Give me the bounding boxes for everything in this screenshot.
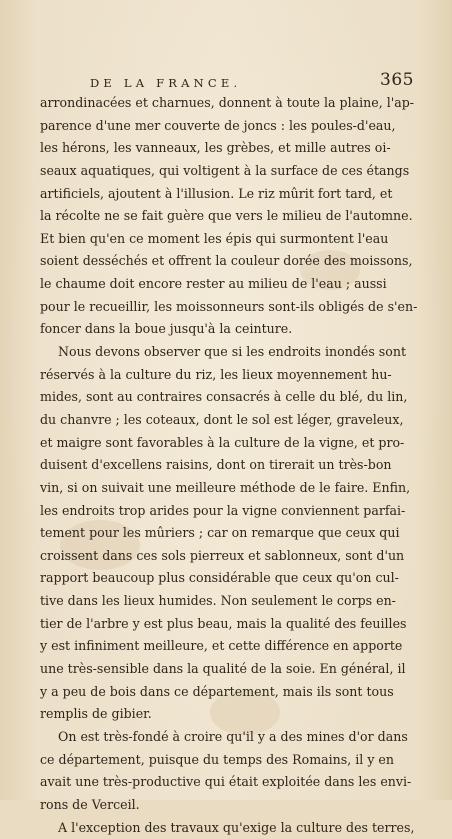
paragraph [40,726,374,817]
paragraph [40,817,374,839]
page-body [40,92,374,839]
text-line: foncer dans la boue jusqu'à la ceinture. [40,318,374,341]
text-line: croissent dans ces sols pierreux et sablonneux, sont d'un [40,545,374,568]
text-line: artificiels, ajoutent à l'illusion. Le riz mûrit fort tard, et [40,183,374,206]
paragraph [40,341,374,726]
text-line: Nous devons observer que si les endroits inondés sont [40,341,374,364]
text-line: rapport beaucoup plus considérable que ceux qu'on cul- [40,567,374,590]
text-line: arrondinacées et charnues, donnent à toute la plaine, l'ap- [40,92,374,115]
text-line: réservés à la culture du riz, les lieux moyennement hu- [40,364,374,387]
text-line: y est infiniment meilleure, et cette différence en apporte [40,635,374,658]
text-line: mides, sont au contraires consacrés à celle du blé, du lin, [40,386,374,409]
text-line: duisent d'excellens raisins, dont on tirerait un très-bon [40,454,374,477]
text-line: rons de Verceil. [40,794,374,817]
paragraph [40,92,374,341]
text-line: la récolte ne se fait guère que vers le milieu de l'automne. [40,205,374,228]
text-line: une très-sensible dans la qualité de la soie. En général, il [40,658,374,681]
text-line: tive dans les lieux humides. Non seulement le corps en- [40,590,374,613]
text-line: soient desséchés et offrent la couleur dorée des moissons, [40,250,374,273]
text-line: les hérons, les vanneaux, les grèbes, et mille autres oi- [40,137,374,160]
text-line: tement pour les mûriers ; car on remarque que ceux qui [40,522,374,545]
text-line: Et bien qu'en ce moment les épis qui surmontent l'eau [40,228,374,251]
text-line: ce département, puisque du temps des Romains, il y en [40,749,374,772]
text-line: On est très-fondé à croire qu'il y a des mines d'or dans [40,726,374,749]
text-line: avait une très-productive qui était exploitée dans les envi- [40,771,374,794]
page-header [40,70,414,92]
text-line: vin, si on suivait une meilleure méthode de le faire. Enfin, [40,477,374,500]
running-head: DE LA FRANCE. [90,76,241,90]
text-line: parence d'une mer couverte de joncs : les poules-d'eau, [40,115,374,138]
text-line: tier de l'arbre y est plus beau, mais la qualité des feuilles [40,613,374,636]
text-line: du chanvre ; les coteaux, dont le sol est léger, graveleux, [40,409,374,432]
text-line: pour le recueillir, les moissonneurs sont-ils obligés de s'en- [40,296,374,319]
text-line: et maigre sont favorables à la culture de la vigne, et pro- [40,432,374,455]
text-line: seaux aquatiques, qui voltigent à la surface de ces étangs [40,160,374,183]
text-line: remplis de gibier. [40,703,374,726]
page-number: 365 [380,70,414,90]
text-line: les endroits trop arides pour la vigne conviennent parfai- [40,500,374,523]
text-line: y a peu de bois dans ce département, mais ils sont tous [40,681,374,704]
text-line: le chaume doit encore rester au milieu de l'eau ; aussi [40,273,374,296]
text-line: A l'exception des travaux qu'exige la culture des terres, [40,817,374,839]
